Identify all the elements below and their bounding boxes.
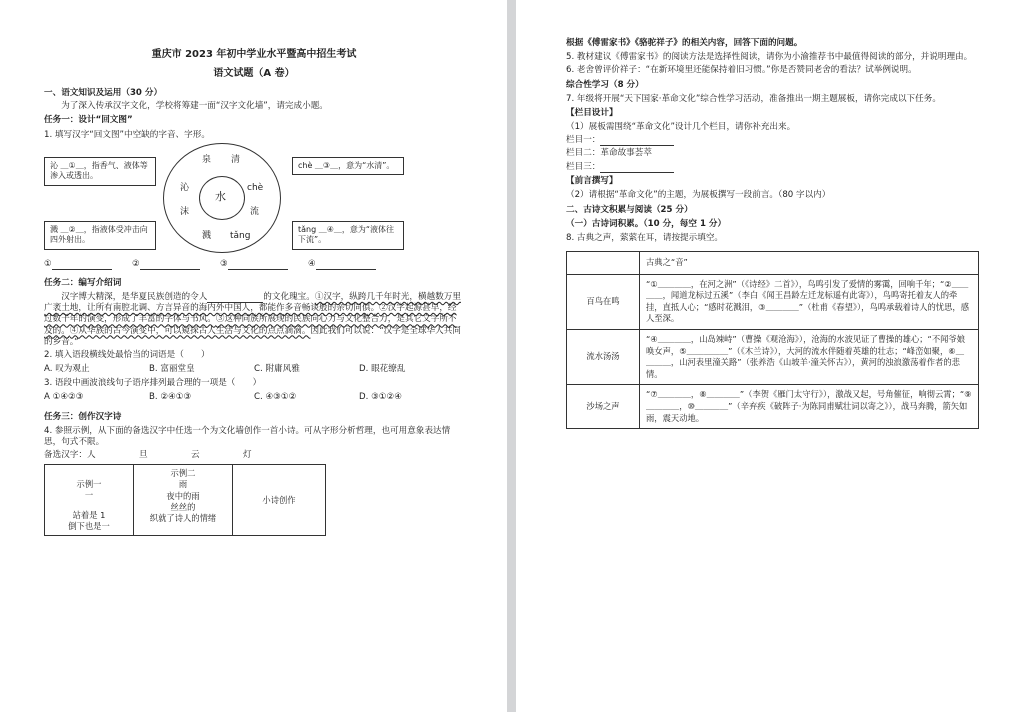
ring-char-2: 清 (231, 154, 241, 165)
ring-char-8: tǎng (230, 230, 251, 241)
ring-char-6: 流 (250, 206, 260, 217)
row-1-label: 百鸟在鸣 (567, 274, 640, 329)
q2-option-a[interactable]: A. 叹为观止 (44, 364, 90, 375)
palindrome-diagram (44, 143, 464, 253)
section-1-intro: 为了深入传承汉字文化，学校将筹建一面“汉字文化墙”，请完成小题。 (61, 101, 328, 112)
question-6: 6. 老舍曾评价祥子：“在新环境里还能保持着旧习惯。”你是否赞同老舍的看法？试举例说明。 (566, 65, 917, 76)
exam-page-right (516, 0, 1024, 712)
candidate-chars: 备选汉字：人 旦 云 灯 (44, 450, 252, 461)
answer-blank-4[interactable]: ④ (308, 259, 396, 270)
box-top-left: 沁 ＿①＿，指香气、液体等渗入或透出。 (44, 157, 156, 187)
question-8: 8. 古典之声，萦萦在耳，请按提示填空。 (566, 233, 724, 244)
task-1-heading: 任务一：设计“回文图” (44, 115, 133, 126)
center-char: 水 (215, 189, 226, 203)
subsection-1-heading: （一）古诗词积累。（10 分，每空 1 分） (566, 219, 727, 230)
column-design-task: （1）展板需围绕“革命文化”设计几个栏目，请你补充出来。 (566, 122, 796, 133)
row-2-text[interactable]: “④＿＿＿＿，山岛竦峙”（曹操《观沧海》），沧海的水波见证了曹操的雄心；“不闻爷娘唤女声，⑤＿＿＿＿＿”（《木兰诗》），大河的流水伴随着英雄的壮志；“峰峦如聚，⑥＿＿＿＿，山河表里潼关路”（张养浩《山坡羊·潼关怀古》），黄河的浊浪激荡着作者的悲情。 (640, 330, 979, 385)
ring-char-5: 沫 (180, 206, 190, 217)
answer-blank-3[interactable]: ③ (220, 259, 308, 270)
answer-blank-2[interactable]: ② (132, 259, 220, 270)
row-3-label: 沙场之声 (567, 385, 640, 429)
question-5: 5. 教材建议《傅雷家书》的阅读方法是选择性阅读，请你为小渝推荐书中最值得阅读的部分，并说明理由。 (566, 52, 973, 63)
task-2-heading: 任务二：编写介绍词 (44, 277, 122, 288)
question-3-options (44, 392, 464, 403)
poem-table (44, 464, 326, 536)
row-3-text[interactable]: “⑦＿＿＿＿，⑧＿＿＿＿”（李贺《雁门太守行》），激战又起，号角催征，响彻云霄；“⑨＿＿＿＿，⑩＿＿＿＿”（辛弃疾《破阵子·为陈同甫赋壮词以寄之》），战马奔腾，箭矢如雨，震天动地。 (640, 385, 979, 429)
answer-blanks (44, 259, 464, 270)
preface-task: （2）请根据“革命文化”的主题，为展板撰写一段前言。（80 字以内） (566, 189, 831, 200)
exam-page-left (0, 0, 507, 712)
box-bottom-left: 溅 ＿②＿，指液体受冲击向四外射出。 (44, 221, 156, 251)
task-2-paragraph: 汉字博大精深，是华夏民族创造的令人 的文化瑰宝。①汉字，纵跨几千年时光，横越数万里广袤土地，让所有南腔北调、方言异音的海内外中国人，都能作多音畅谈般的亲切同俱。②汉字起源甚早，经过数千年的演变，形成了丰富的字体与书风。③这种同族所展现的民族向心力与文化整合力，是其它文字所不及的。④从华族的古今演变中，可以窥探古人生活与文化的点点滴滴。因此我们可以说：“汉字是全球华人共同的乡音。” (44, 292, 461, 347)
question-2: 2. 填入语段横线处最恰当的词语是（ ） (44, 349, 210, 360)
q2-option-d[interactable]: D. 眼花缭乱 (359, 364, 406, 375)
question-7: 7. 年级将开展“天下国家·革命文化”综合性学习活动，准备推出一期主题展板，请你完成以下任务。 (566, 93, 941, 104)
page-gap (507, 0, 516, 712)
answer-blank-1[interactable]: ① (44, 259, 132, 270)
classical-poetry-table (566, 251, 979, 430)
column-1[interactable]: 栏目一： (566, 135, 986, 146)
q3-option-d[interactable]: D. ③①②④ (359, 392, 402, 403)
section-1-heading: 一、语文知识及运用（30 分） (44, 88, 163, 98)
q3-option-b[interactable]: B. ②④①③ (149, 392, 192, 403)
section-integrated-study: 综合性学习（8 分） (566, 79, 644, 90)
table-head: 古典之“音” (640, 251, 979, 274)
q2-option-b[interactable]: B. 富丽堂皇 (149, 364, 195, 375)
reading-instruction: 根据《傅雷家书》《骆驼祥子》的相关内容，回答下面的问题。 (566, 38, 803, 48)
example-1-cell: 示例一 一 站着是 1 倒下也是一 (45, 465, 134, 536)
task-3-heading: 任务三：创作汉字诗 (44, 411, 122, 422)
exam-title: 重庆市 2023 年初中学业水平暨高中招生考试 (151, 49, 357, 60)
column-3[interactable]: 栏目三： (566, 162, 986, 173)
row-1-text[interactable]: “①＿＿＿＿，在河之洲”（《诗经》二首》），鸟鸣引发了爱情的雾霭，回响千年；“②＿＿＿＿，闻道龙标过五溪”（李白《闻王昌龄左迁龙标遥有此寄》），鸟鸣寄托着友人的牵挂，直抵人心；“感时花溅泪，③＿＿＿＿”（杜甫《春望》），鸟鸣承载着诗人的忧思，感人至深。 (640, 274, 979, 329)
question-2-options (44, 364, 464, 375)
column-2: 栏目二：革命故事荟萃 (566, 148, 652, 159)
question-4: 4. 参照示例，从下面的备选汉字中任选一个为文化墙创作一首小诗。可从字形分析哲理，也可用意象表达情思，句式不限。 (44, 425, 451, 447)
ring-char-7: 溅 (202, 230, 212, 241)
right-column (566, 0, 986, 429)
ring-char-1: 泉 (202, 154, 212, 165)
q3-option-a[interactable]: A ①④②③ (44, 392, 84, 403)
question-3: 3. 语段中画波浪线句子语序排列最合理的一项是（ ） (44, 378, 262, 389)
ring-char-3: 沁 (180, 182, 190, 193)
q2-option-c[interactable]: C. 附庸风雅 (254, 364, 300, 375)
left-column (44, 0, 464, 536)
column-design-heading: 【栏目设计】 (566, 107, 618, 118)
row-2-label: 流水汤汤 (567, 330, 640, 385)
table-corner (567, 251, 640, 274)
poem-creation-cell[interactable]: 小诗创作 (233, 465, 326, 536)
section-2-heading: 二、古诗文积累与阅读（25 分） (566, 205, 693, 216)
ring-char-4: chè (247, 182, 264, 193)
q3-option-c[interactable]: C. ④③①② (254, 392, 297, 403)
question-1: 1. 填写汉字“回文图”中空缺的字音、字形。 (44, 129, 210, 140)
box-bottom-right: tǎng ＿④＿，意为“液体往下流”。 (292, 221, 404, 251)
exam-subtitle: 语文试题（A 卷） (213, 68, 295, 79)
preface-heading: 【前言撰写】 (566, 175, 618, 186)
box-top-right: chè ＿③＿，意为“水清”。 (292, 157, 404, 176)
example-2-cell: 示例二 雨 夜中的雨 丝丝的 织就了诗人的情绪 (134, 465, 233, 536)
